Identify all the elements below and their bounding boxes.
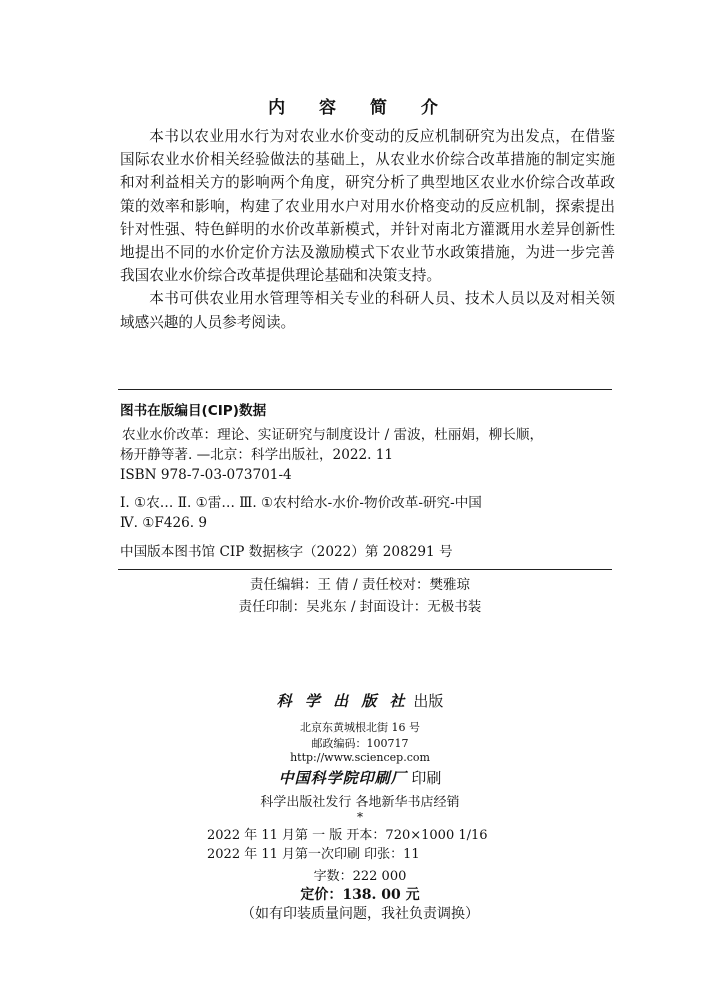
publisher-website: http://www.sciencep.com — [290, 751, 430, 764]
distribution-line: 科学出版社发行 各地新华书店经销 — [260, 795, 460, 810]
cip-title-line: 农业水价改革：理论、实证研究与制度设计 / 雷波，杜丽娟，柳长顺， — [122, 427, 544, 443]
credits-printing-line: 责任印制：吴兆东 / 封面设计：无极书装 — [238, 599, 482, 615]
separator-asterisk: * — [357, 810, 363, 824]
edition-line-2: 2022 年 11 月第一次印刷 印张：11 — [207, 847, 420, 862]
printer-seal: 中国科学院印刷厂 — [278, 769, 407, 787]
credits — [0, 574, 720, 618]
printer-line — [0, 767, 720, 788]
cip-record-number: 中国版本图书馆 CIP 数据核字（2022）第 208291 号 — [120, 544, 453, 560]
summary-paragraph-2: 本书可供农业用水管理等相关专业的科研人员、技术人员以及对相关领域感兴趣的人员参考阅读。 — [120, 290, 615, 331]
cip-top-rule — [118, 389, 612, 390]
publisher-address: 北京东黄城根北街 16 号 — [300, 721, 420, 734]
printer-suffix: 印刷 — [411, 769, 442, 787]
summary-paragraph-1: 本书以农业用水行为对农业水价变动的反应机制研究为出发点，在借鉴国际农业水价相关经验做法的基础上，从农业水价综合改革措施的制定实施和对利益相关方的影响两个角度，研究分析了典型地区农业水价综合改革政策的效率和影响，构建了农业用水户对用水价格变动的反应机制，探索提出针对性强、特色鲜明的水价改革新模式，并针对南北方灌溉用水差异创新性地提出不同的水价定价方法及激励模式下农业节水政策措施，为进一步完善我国农业水价综合改革提供理论基础和决策支持。 — [120, 128, 615, 285]
word-count: 字数：222 000 — [313, 869, 407, 884]
edition-block — [207, 826, 488, 864]
credits-editor-line: 责任编辑：王 倩 / 责任校对：樊雅琼 — [250, 577, 470, 593]
summary-text — [120, 125, 615, 334]
publisher-postcode: 邮政编码：100717 — [311, 737, 409, 750]
cip-author-line: 杨开静等著. —北京：科学出版社，2022. 11 — [120, 447, 394, 463]
cip-heading: 图书在版编目(CIP)数据 — [120, 403, 267, 419]
cip-classification-1: Ⅰ. ①农… Ⅱ. ①雷… Ⅲ. ①农村给水-水价-物价改革-研究-中国 — [120, 495, 482, 511]
price: 定价：138. 00 元 — [300, 887, 420, 903]
cip-classification-2: Ⅳ. ①F426. 9 — [120, 515, 208, 531]
publisher-suffix: 出版 — [413, 692, 444, 710]
cip-record — [120, 425, 612, 562]
cip-isbn: ISBN 978-7-03-073701-4 — [120, 467, 292, 483]
page-title: 内 容 简 介 — [268, 98, 452, 118]
quality-note: （如有印装质量问题，我社负责调换） — [241, 906, 479, 922]
publisher-line — [0, 690, 720, 711]
cip-bottom-rule — [118, 569, 612, 570]
publisher-seal: 科 学 出 版 社 — [276, 692, 409, 710]
edition-line-1: 2022 年 11 月第 一 版 开本：720×1000 1/16 — [207, 828, 488, 843]
